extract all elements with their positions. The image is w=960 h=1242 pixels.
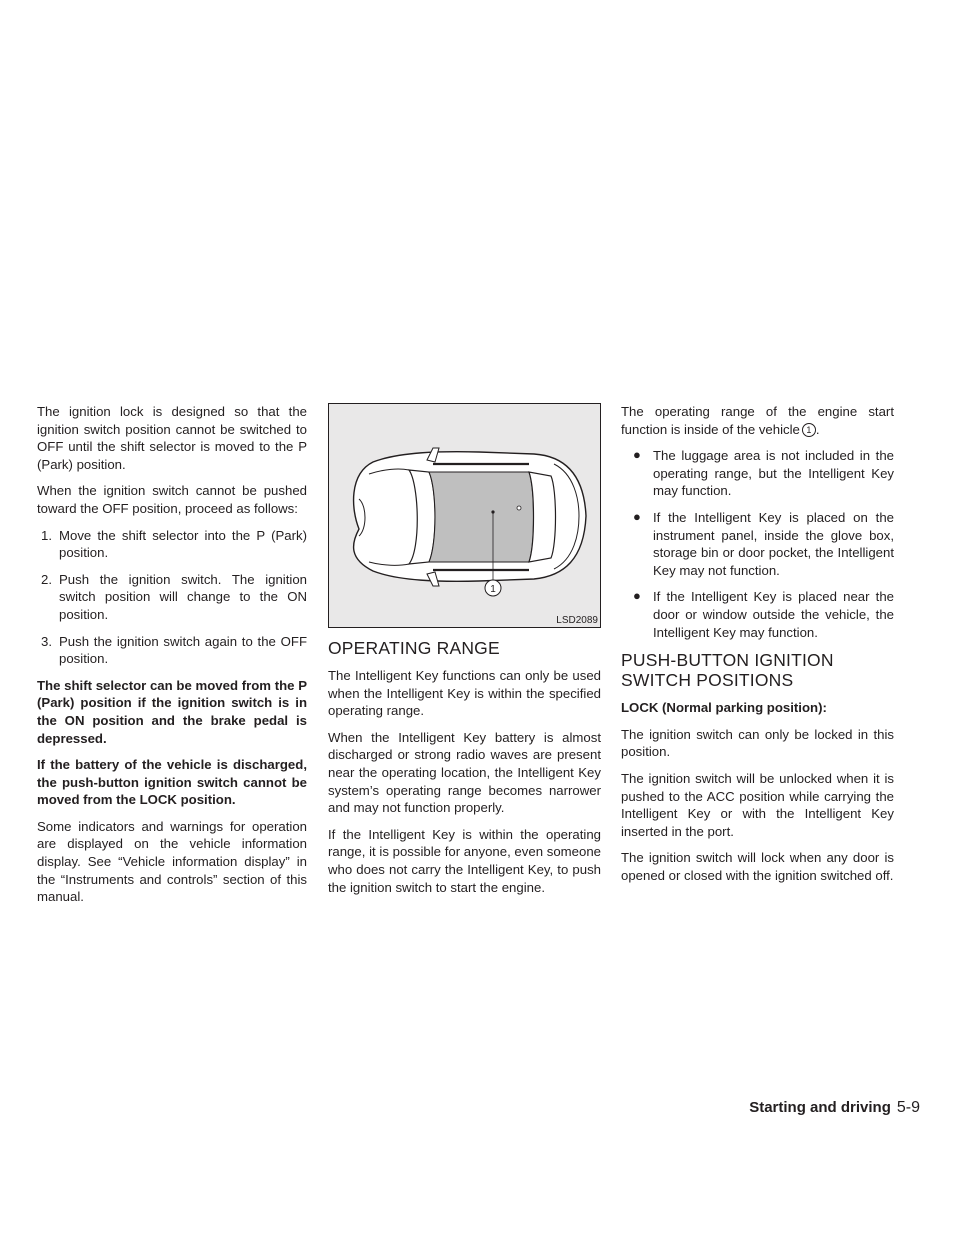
bullet-icon: ● bbox=[633, 588, 641, 604]
paragraph: If the Intelligent Key is within the operating range, it is possible for anyone, even someone who does not carry the Intelligent Key, to push the ignition switch to start the engine. bbox=[328, 826, 601, 895]
page-number: 5-9 bbox=[896, 1099, 920, 1116]
paragraph: The ignition switch will lock when any door is opened or closed with the ignition switched off. bbox=[621, 850, 894, 883]
bullet-text: The luggage area is not included in the operating range, but the Intelligent Key may function. bbox=[653, 448, 894, 499]
bullet-item bbox=[621, 509, 894, 579]
paragraph: The ignition switch can only be locked in this position. bbox=[621, 726, 894, 760]
step-text: Push the ignition switch again to the OFF position. bbox=[59, 633, 307, 667]
bullet-item bbox=[621, 588, 894, 641]
step-number: 3. bbox=[41, 633, 52, 649]
paragraph: The ignition switch will be unlocked when it is pushed to the ACC position while carrying the Intelligent Key or with the Intelligent Key inserted in the port. bbox=[621, 770, 894, 839]
page-footer bbox=[749, 1098, 920, 1118]
step-number: 1. bbox=[41, 527, 52, 543]
bullet-item bbox=[621, 447, 894, 500]
procedure-steps bbox=[37, 527, 307, 668]
bullet-icon: ● bbox=[633, 508, 641, 524]
bold-note: If the battery of the vehicle is discharged, the push-button ignition switch cannot be moved from the LOCK position. bbox=[37, 757, 307, 808]
paragraph-text: The operating range of the engine start function is inside of the vehicle bbox=[621, 404, 894, 437]
bullet-text: If the Intelligent Key is placed on the instrument panel, inside the glove box, storage bin or door pocket, the Intelligent Key may not function. bbox=[653, 509, 894, 578]
bold-note: The shift selector can be moved from the P (Park) position if the ignition switch is in the ON position and the brake pedal is depressed. bbox=[37, 677, 307, 746]
paragraph: The Intelligent Key functions can only be used when the Intelligent Key is within the specified operating range. bbox=[328, 668, 601, 719]
step-item bbox=[37, 527, 307, 562]
step-number: 2. bbox=[41, 571, 52, 587]
car-outline-illustration bbox=[329, 404, 600, 627]
bullet-icon: ● bbox=[633, 447, 641, 463]
paragraph: When the Intelligent Key battery is almost discharged or strong radio waves are present near the operating location, the Intelligent Key system’s operating range becomes narrower and may not function properly. bbox=[328, 729, 601, 816]
callout-1: 1 bbox=[802, 423, 816, 437]
step-text: Push the ignition switch. The ignition switch position will change to the ON position. bbox=[59, 571, 307, 622]
figure-code: LSD2089 bbox=[556, 615, 598, 626]
column-right bbox=[621, 403, 894, 893]
section-heading: OPERATING RANGE bbox=[328, 638, 500, 658]
paragraph: The operating range of the engine start function is inside of the vehicle 1 . bbox=[621, 404, 894, 437]
figure-callout-1: 1 bbox=[490, 584, 496, 595]
step-item bbox=[37, 633, 307, 668]
paragraph: Some indicators and warnings for operation are displayed on the vehicle information display. See “Vehicle information display” in the “Instruments and controls” section of this manual. bbox=[37, 818, 307, 905]
paragraph: When the ignition switch cannot be pushed toward the OFF position, proceed as follows: bbox=[37, 483, 307, 516]
column-left bbox=[37, 403, 307, 915]
column-middle bbox=[328, 403, 601, 905]
step-text: Move the shift selector into the P (Park) position. bbox=[59, 527, 307, 561]
step-item bbox=[37, 571, 307, 624]
bullet-text: If the Intelligent Key is placed near the door or window outside the vehicle, the Intelligent Key may function. bbox=[653, 589, 894, 640]
vehicle-top-view-figure bbox=[328, 403, 601, 628]
paragraph: The ignition lock is designed so that the ignition switch position cannot be switched to OFF until the shift selector is moved to the P (Park) position. bbox=[37, 404, 307, 472]
section-heading: PUSH-BUTTON IGNITION SWITCH POSITIONS bbox=[621, 650, 834, 691]
chapter-title: Starting and driving bbox=[749, 1099, 891, 1116]
sub-heading: LOCK (Normal parking position): bbox=[621, 700, 827, 716]
bullet-list bbox=[621, 447, 894, 641]
